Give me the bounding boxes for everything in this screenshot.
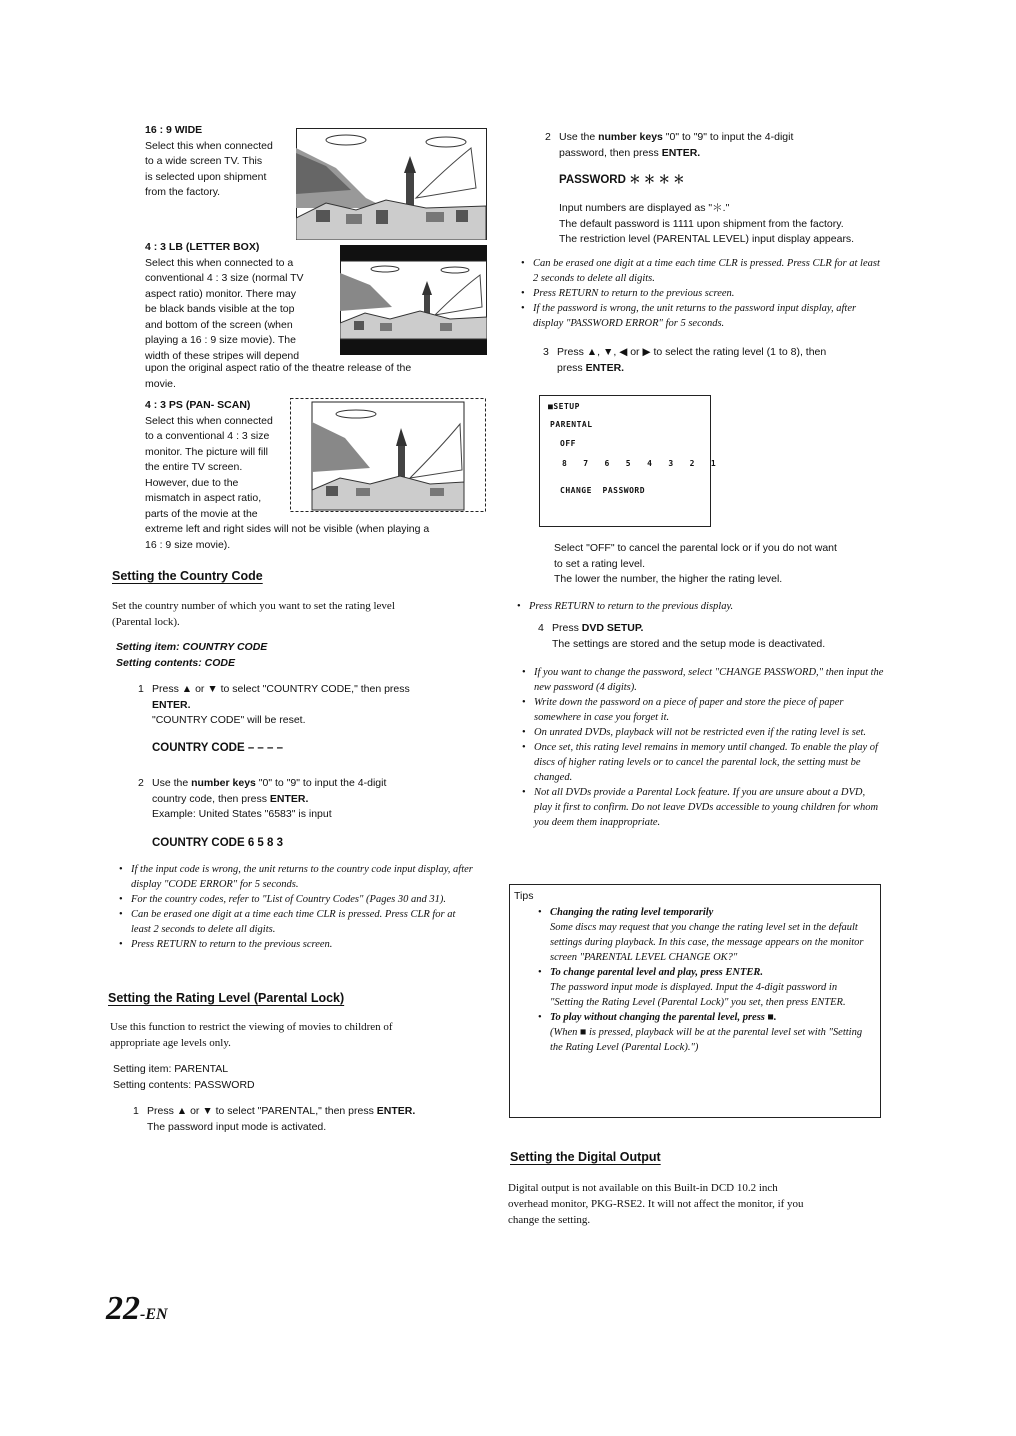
- tip-body: Some discs may request that you change the rating level set in the default settings during playback. In this case, the message appears on the monitor screen "PARENTAL LEVEL CHANGE OK?": [550, 922, 864, 963]
- step-number: 2: [138, 777, 144, 789]
- note-item: • Press RETURN to return to the previous screen.: [533, 286, 886, 301]
- step-number: 1: [133, 1105, 139, 1117]
- rating-intro-line: appropriate age levels only.: [110, 1037, 231, 1049]
- step-text: press: [557, 361, 586, 374]
- tip-body: (When ■ is pressed, playback will be at the parental level set with "Setting the Rating Level (Parental Lock)."): [550, 1027, 863, 1053]
- setup-screen: [539, 395, 717, 527]
- country-setting: [116, 639, 267, 671]
- wide-line: Select this when connected: [145, 139, 273, 152]
- letterbox-tail-line: movie.: [145, 377, 176, 390]
- info-line: The default password is 1111 upon shipment from the factory.: [559, 217, 844, 230]
- tips-list: [538, 905, 872, 1055]
- panscan-line: to a conventional 4 : 3 size: [145, 430, 270, 442]
- note-item: • Not all DVDs provide a Parental Lock feature. If you are unsure about a DVD, play it first to confirm. Do not leave DVDs accessible to young children for whom you deem them inappropriate.: [534, 785, 884, 830]
- page-number-suffix: -EN: [140, 1306, 168, 1323]
- panscan-section: [145, 398, 290, 522]
- step-number: 1: [138, 683, 144, 695]
- wide-line: is selected upon shipment: [145, 170, 267, 183]
- letterbox-illustration: [340, 245, 487, 355]
- password-notes: [521, 256, 886, 331]
- rating-step-4: [538, 621, 878, 652]
- number-keys-label: number keys: [191, 777, 256, 789]
- info-line: The lower the number, the higher the rating level.: [554, 573, 783, 585]
- rating-setting: [113, 1062, 255, 1093]
- step-text: Use the: [152, 777, 192, 789]
- letterbox-tail-line: upon the original aspect ratio of the theatre release of the: [145, 362, 412, 374]
- digital-line: Digital output is not available on this Built-in DCD 10.2 inch: [508, 1182, 778, 1194]
- page-number-digits: 22: [106, 1290, 140, 1327]
- country-code-display-filled: COUNTRY CODE 6 5 8 3: [152, 837, 284, 849]
- note-item: • If the input code is wrong, the unit returns to the country code input display, after display "CODE ERROR" for 5 seconds.: [131, 862, 474, 892]
- panscan-line: the entire TV screen.: [145, 461, 243, 473]
- rating-intro: [110, 1019, 470, 1051]
- note-item: • Can be erased one digit at a time each time CLR is pressed. Press CLR for at least 2 seconds to delete all digits.: [131, 907, 474, 937]
- panscan-line: monitor. The picture will fill: [145, 445, 268, 458]
- tip-item: [550, 1010, 872, 1055]
- letterbox-line: and bottom of the screen (when: [145, 318, 293, 331]
- off-info: [554, 541, 894, 588]
- wide-line: from the factory.: [145, 186, 221, 198]
- country-step-1: [138, 682, 458, 729]
- tip-heading: • To change parental level and play, press ENTER.: [550, 967, 764, 978]
- country-intro-line: Set the country number of which you want to set the rating level: [112, 600, 395, 612]
- enter-key-label: ENTER.: [269, 792, 309, 805]
- return-note: [517, 599, 877, 614]
- rating-heading: Setting the Rating Level (Parental Lock): [108, 991, 345, 1005]
- wide-screen-illustration: [296, 128, 487, 240]
- panscan-line: However, due to the: [145, 476, 239, 489]
- letterbox-tail: [145, 361, 475, 392]
- info-line: Select "OFF" to cancel the parental lock or if you do not want: [554, 542, 837, 554]
- note-item: • Write down the password on a piece of paper and store the piece of paper somewhere in case you forget it.: [534, 695, 884, 725]
- tip-heading: • To play without changing the parental level, press ■.: [550, 1012, 777, 1023]
- tip-item: [550, 965, 872, 1010]
- note-item: • Press RETURN to return to the previous display.: [529, 599, 877, 614]
- letterbox-title: 4 : 3 LB (LETTER BOX): [145, 241, 260, 253]
- enter-key-label: ENTER.: [152, 698, 191, 711]
- step-text: password, then press: [559, 146, 662, 159]
- note-item: • Press RETURN to return to the previous screen.: [131, 937, 474, 952]
- country-step-2: [138, 776, 458, 823]
- step-number: 4: [538, 622, 544, 634]
- step-text: Use the: [559, 131, 599, 143]
- tips-box: [509, 884, 881, 1118]
- setup-off-option: OFF: [560, 439, 576, 448]
- note-item: • For the country codes, refer to "List of Country Codes" (Pages 30 and 31).: [131, 892, 474, 907]
- country-intro-line: (Parental lock).: [112, 616, 180, 628]
- country-intro: [112, 598, 472, 630]
- country-notes: [119, 862, 474, 952]
- panscan-line: mismatch in aspect ratio,: [145, 492, 262, 504]
- note-item: • If the password is wrong, the unit returns to the password input display, after display "PASSWORD ERROR" for 5 seconds.: [533, 301, 886, 331]
- panscan-line: parts of the movie at the: [145, 507, 258, 520]
- panscan-title: 4 : 3 PS (PAN- SCAN): [145, 399, 251, 411]
- letterbox-line: Select this when connected to a: [145, 256, 294, 269]
- info-line: to set a rating level.: [554, 557, 646, 570]
- wide-section: [145, 123, 305, 201]
- letterbox-line: width of these stripes will depend: [145, 349, 300, 362]
- letterbox-line: conventional 4 : 3 size (normal TV: [145, 272, 304, 284]
- password-display: PASSWORD ＊ ＊ ＊ ＊: [559, 174, 685, 186]
- panscan-illustration: [290, 398, 486, 512]
- info-line: The restriction level (PARENTAL LEVEL) input display appears.: [559, 233, 855, 245]
- setup-title: ■SETUP: [548, 402, 580, 411]
- enter-key-label: ENTER.: [661, 146, 701, 159]
- step-example: Example: United States "6583" is input: [152, 808, 332, 820]
- panscan-tail-line: 16 : 9 size movie).: [145, 538, 231, 551]
- note-item: • Once set, this rating level remains in memory until changed. To enable the play of discs of higher rating levels or to cancel the parental lock, the setting must be changed.: [534, 740, 884, 785]
- password-info: [559, 201, 899, 248]
- letterbox-line: aspect ratio) monitor. There may: [145, 287, 296, 300]
- step-text: Press: [552, 622, 582, 634]
- note-item: • On unrated DVDs, playback will not be restricted even if the rating level is set.: [534, 725, 884, 740]
- number-keys-label: number keys: [598, 131, 663, 143]
- note-item: • If you want to change the password, select "CHANGE PASSWORD," then input the new password (4 digits).: [534, 665, 884, 695]
- setup-level-options: 8 7 6 5 4 3 2 1: [562, 459, 717, 468]
- step-text: The settings are stored and the setup mode is deactivated.: [552, 637, 826, 650]
- digital-line: overhead monitor, PKG-RSE2. It will not affect the monitor, if you: [508, 1198, 804, 1210]
- digital-heading: Setting the Digital Output: [510, 1150, 661, 1164]
- rating-notes: [522, 665, 884, 830]
- country-setting-item: Setting item: COUNTRY CODE: [116, 641, 268, 653]
- country-code-display-blank: COUNTRY CODE – – – –: [152, 742, 284, 754]
- page-number: [106, 1290, 168, 1328]
- step-text: The password input mode is activated.: [147, 1120, 327, 1133]
- rating-setting-item: Setting item: PARENTAL: [113, 1063, 229, 1075]
- step-text: Press ▲, ▼, ◀ or ▶ to select the rating level (1 to 8), then: [557, 346, 827, 358]
- step-text: Press ▲ or ▼ to select "PARENTAL," then press: [147, 1105, 377, 1117]
- wide-title: 16 : 9 WIDE: [145, 124, 203, 136]
- step-text: "COUNTRY CODE" will be reset.: [152, 714, 306, 726]
- tip-body: The password input mode is displayed. Input the 4-digit password in "Setting the Rating Level (Parental Lock)" you set, then press ENTER.: [550, 982, 846, 1008]
- step-number: 3: [543, 346, 549, 358]
- rating-step-3: [543, 345, 883, 376]
- letterbox-line: playing a 16 : 9 size movie). The: [145, 334, 296, 346]
- letterbox-line: be black bands visible at the top: [145, 303, 295, 315]
- setup-change-password: CHANGE PASSWORD: [560, 486, 646, 495]
- enter-key-label: ENTER.: [376, 1105, 416, 1117]
- step-text: country code, then press: [152, 792, 270, 805]
- digital-info: [508, 1180, 888, 1228]
- rating-setting-contents: Setting contents: PASSWORD: [113, 1078, 255, 1091]
- panscan-tail: [145, 522, 475, 553]
- tips-title: Tips: [514, 890, 534, 902]
- tip-heading: • Changing the rating level temporarily: [550, 907, 714, 918]
- country-heading: Setting the Country Code: [112, 569, 263, 583]
- tip-item: [550, 905, 872, 965]
- panscan-tail-line: extreme left and right sides will not be visible (when playing a: [145, 523, 430, 535]
- letterbox-section: [145, 240, 335, 364]
- step-text: "0" to "9" to input the 4-digit: [255, 777, 387, 789]
- step-text: Press ▲ or ▼ to select "COUNTRY CODE," then press: [152, 683, 410, 695]
- dvd-setup-key-label: DVD SETUP.: [581, 622, 644, 634]
- rating-intro-line: Use this function to restrict the viewing of movies to children of: [110, 1021, 393, 1033]
- step-text: "0" to "9" to input the 4-digit: [662, 131, 794, 143]
- wide-line: to a wide screen TV. This: [145, 155, 263, 167]
- enter-key-label: ENTER.: [585, 361, 625, 374]
- digital-line: change the setting.: [508, 1214, 591, 1226]
- step-number: 2: [545, 131, 551, 143]
- note-item: • Can be erased one digit at a time each time CLR is pressed. Press CLR for at least 2 seconds to delete all digits.: [533, 256, 886, 286]
- info-line: Input numbers are displayed as "＊.": [559, 202, 730, 214]
- rating-step-1: [133, 1104, 473, 1135]
- country-setting-contents: Setting contents: CODE: [116, 657, 236, 669]
- panscan-line: Select this when connected: [145, 414, 273, 427]
- setup-parental-label: PARENTAL: [550, 420, 593, 429]
- password-step-2: [545, 130, 895, 161]
